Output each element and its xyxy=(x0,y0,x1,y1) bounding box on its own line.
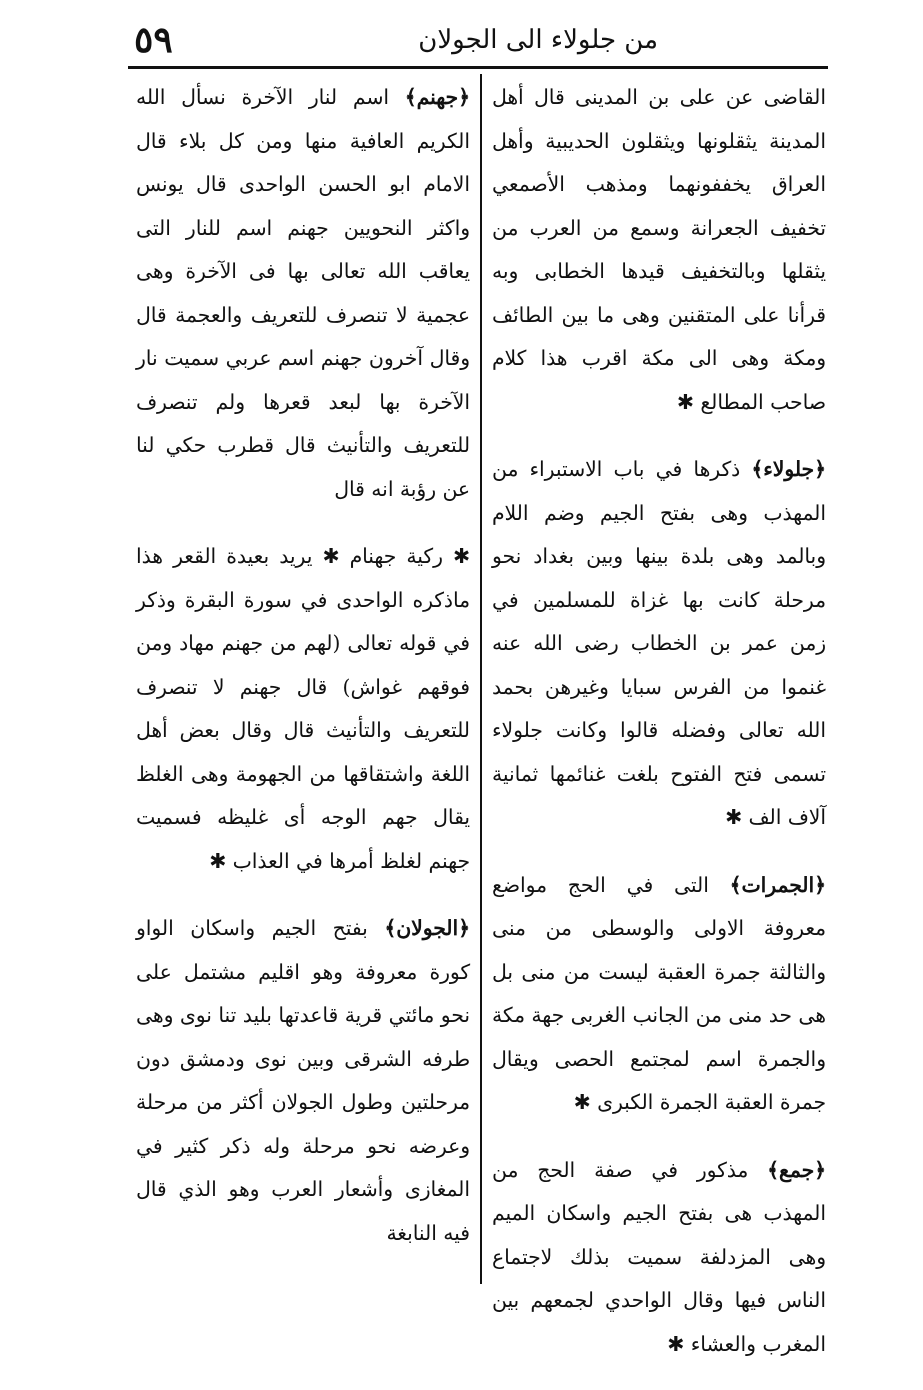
ornament-bracket-close: ﴾ xyxy=(751,457,764,481)
entry-text: مذكور في صفة الحج من المهذب هى بفتح الجيم واسكان الميم وهى المزدلفة سميت بذلك لاجتماع الناس فيها وقال الواحدي لجمعهم بين المغرب والعشاء ✱ xyxy=(492,1157,826,1356)
entry-headword xyxy=(405,85,470,109)
entry-text: القاضى عن على بن المدينى قال أهل المدينة يثقلونها ويثقلون الحديبية وأهل العراق يخففونهما ومذهب الأصمعي تخفيف الجعرانة وسمع من العرب من يثقلها وبالتخفيف قيدها الخطابى وبه قرأنا على المتقنين وهى ما بين الطائف ومكة وهى الى مكة اقرب هذا كلام صاحب المطالع ✱ xyxy=(492,85,826,414)
entry-text: اسم لنار الآخرة نسأل الله الكريم العافية منها ومن كل بلاء قال الامام ابو الحسن الواحدى قال يونس واكثر النحويين جهنم اسم للنار التى يعاقب الله تعالى بها فى الآخرة وهى عجمية لا تنصرف للتعريف والعجمة قال وقال آخرون جهنم اسم عربي سميت نار الآخرة بها لبعد قعرها ولم تنصرف للتعريف والتأنيث قال قطرب حكي لنا عن رؤبة انه قال xyxy=(136,85,470,501)
page-header xyxy=(128,8,828,66)
ornament-bracket-open: ﴿ xyxy=(458,916,470,940)
ornament-bracket-close: ﴾ xyxy=(404,85,417,109)
running-title: من جلولاء الى الجولان xyxy=(418,25,658,55)
entry-jalula xyxy=(492,448,826,840)
entry-jam xyxy=(492,1149,826,1367)
ornament-bracket-close: ﴾ xyxy=(767,1157,780,1182)
entry-continued-jiranah xyxy=(492,76,826,424)
entry-headword xyxy=(767,1158,826,1182)
headword-text: الجولان xyxy=(396,916,459,940)
left-column xyxy=(136,76,470,1279)
ornament-bracket-open: ﴿ xyxy=(814,872,826,897)
ornament-bracket-close: ﴾ xyxy=(729,872,742,897)
ornament-bracket-close: ﴾ xyxy=(384,916,397,940)
entry-jawlan xyxy=(136,907,470,1255)
right-column xyxy=(492,76,826,1390)
entry-rakiyyat-jahnam xyxy=(136,535,470,883)
header-rule xyxy=(128,66,828,69)
entry-jamarat xyxy=(492,864,826,1125)
entry-text: ذكرها في باب الاستبراء من المهذب وهى بفتح الجيم وضم اللام وبالمد وهى بلدة بينها وبين بغداد نحو مرحلة كانت بها غزاة للمسلمين في زمن عمر بن الخطاب رضى الله عنه غنموا من الفرس سبايا وغيرهن بحمد الله تعالى وفضله قالوا وكانت جلولاء تسمى فتح الفتوح بلغت غنائمها ثمانية آلاف الف ✱ xyxy=(492,457,826,829)
ornament-bracket-open: ﴿ xyxy=(814,1157,826,1182)
ornament-bracket-open: ﴿ xyxy=(814,457,826,481)
entry-text: ✱ ركية جهنام ✱ يريد بعيدة القعر هذا ماذكره الواحدى في سورة البقرة وذكر في قوله تعالى (لهم من جهنم مهاد ومن فوقهم غواش) قال جهنم لا تنصرف للتعريف والتأنيث قال وقال بعض أهل اللغة واشتقاقها من الجهومة وهى الغلظ يقال جهم الوجه أى غليظه فسميت جهنم لغلظ أمرها في العذاب ✱ xyxy=(136,544,470,873)
headword-text: جهنم xyxy=(416,85,459,109)
entry-text: بفتح الجيم واسكان الواو كورة معروفة وهو اقليم مشتمل على نحو مائتي قرية قاعدتها بليد تنا نوى وهى طرفه الشرقى وبين نوى ودمشق دون مرحلتين وطول الجولان أكثر من مرحلة وعرضه نحو مرحلة وله ذكر كثير في المغازى وأشعار العرب وهو الذي قال فيه النابغة xyxy=(136,916,470,1245)
headword-text: جمع xyxy=(779,1157,815,1182)
entry-jahannam xyxy=(136,76,470,511)
headword-text: جلولاء xyxy=(763,457,815,481)
page-number: ٥٩ xyxy=(134,19,173,61)
entry-headword xyxy=(384,916,470,940)
column-divider xyxy=(480,74,482,1284)
entry-headword xyxy=(751,457,826,481)
entry-headword xyxy=(730,873,826,897)
ornament-bracket-open: ﴿ xyxy=(458,85,470,109)
entry-text: التى في الحج مواضع معروفة الاولى والوسطى من منى والثالثة جمرة العقبة ليست من منى بل هى حد منى من الجانب الغربى جهة مكة والجمرة اسم لمجتمع الحصى ويقال جمرة العقبة الجمرة الكبرى ✱ xyxy=(492,872,826,1114)
headword-text: الجمرات xyxy=(741,872,815,897)
